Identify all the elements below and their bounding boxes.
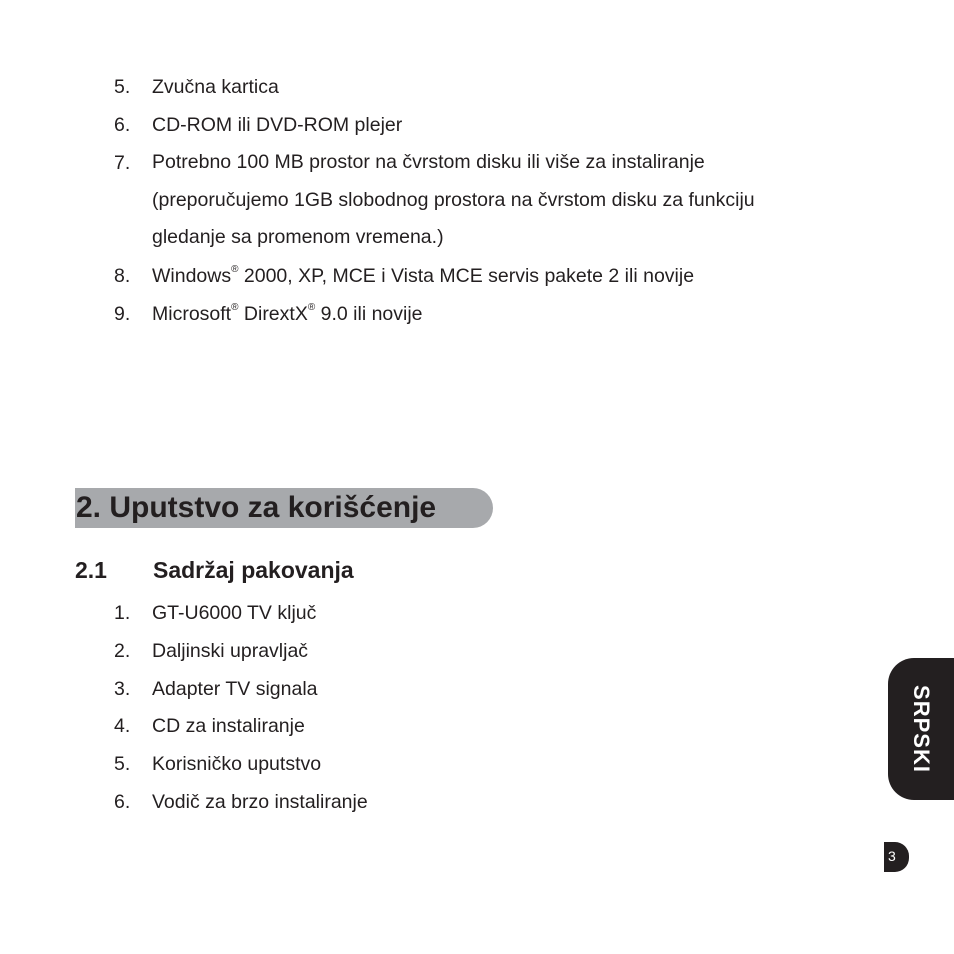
item-text: CD za instaliranje <box>152 715 305 738</box>
item-number: 1. <box>114 602 131 624</box>
item-number: 8. <box>114 264 131 287</box>
item-number: 6. <box>114 790 131 813</box>
page-number: 3 <box>888 848 896 864</box>
item-text-line-1: Potrebno 100 MB prostor na čvrstom disku ili više za instaliranje <box>152 150 705 173</box>
item-number: 4. <box>114 715 131 738</box>
item-text: Daljinski upravljač <box>152 639 309 662</box>
windows-versions: 2000, XP, MCE i Vista MCE servis pakete 2 ili novije <box>238 264 695 287</box>
microsoft-label: Microsoft <box>152 302 232 325</box>
item-text: Zvučna kartica <box>152 76 279 98</box>
registered-mark: ® <box>307 302 316 314</box>
item-text: Korisničko uputstvo <box>152 753 322 776</box>
item-number: 6. <box>114 113 131 136</box>
registered-mark: ® <box>231 264 239 276</box>
language-tab <box>888 658 954 800</box>
item-number: 7. <box>114 151 131 174</box>
item-number: 2. <box>114 639 131 662</box>
registered-mark: ® <box>231 302 239 314</box>
item-number: 5. <box>114 753 131 776</box>
item-text: Vodič za brzo instaliranje <box>152 790 368 813</box>
item-text <box>152 302 423 326</box>
subsection-title: Sadržaj pakovanja <box>153 557 354 583</box>
item-number: 9. <box>114 302 131 325</box>
item-number: 5. <box>114 76 131 98</box>
directx-version: 9.0 ili novije <box>315 302 423 325</box>
language-tab-label: SRPSKI <box>909 685 934 773</box>
item-text: CD-ROM ili DVD-ROM plejer <box>152 113 403 136</box>
item-text: GT-U6000 TV ključ <box>152 602 317 624</box>
section-title: 2. Uputstvo za korišćenje <box>76 491 437 524</box>
section-header <box>75 488 493 528</box>
windows-label: Windows <box>152 264 232 287</box>
subsection-number: 2.1 <box>75 557 107 583</box>
item-text-line-3: gledanje sa promenom vremena.) <box>152 226 444 249</box>
directx-label: DirextX <box>238 302 308 325</box>
item-number: 3. <box>114 677 131 700</box>
item-text: Adapter TV signala <box>152 677 318 700</box>
page-number-badge <box>884 842 909 872</box>
item-text <box>152 144 755 257</box>
item-text <box>152 264 694 288</box>
item-text-line-2: (preporučujemo 1GB slobodnog prostora na čvrstom disku za funkciju <box>152 188 755 211</box>
